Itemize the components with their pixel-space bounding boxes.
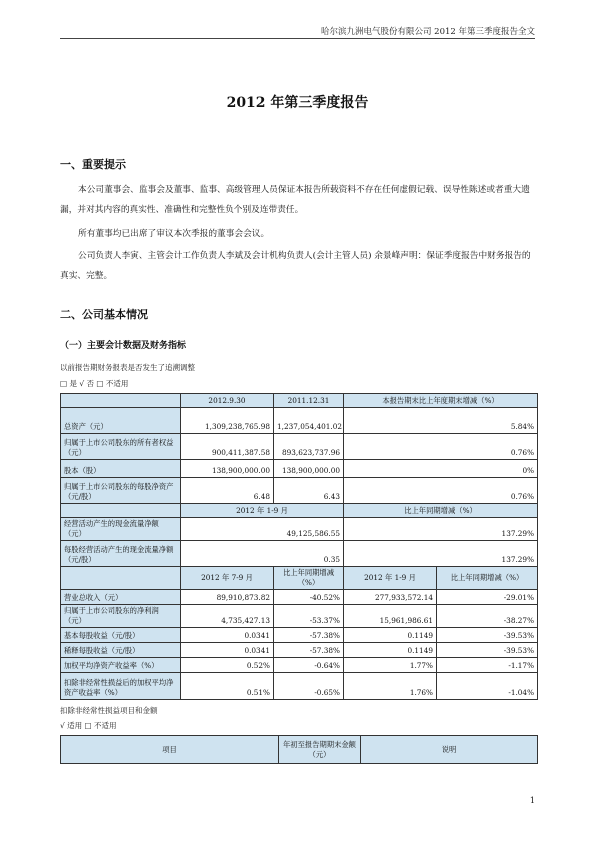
table-cell: 0% bbox=[344, 460, 538, 478]
table-header-row bbox=[61, 736, 538, 764]
table-cell: 0.35 bbox=[181, 541, 344, 567]
table-row bbox=[61, 628, 538, 643]
table-header-row bbox=[61, 567, 538, 590]
table-cell: 0.76% bbox=[344, 478, 538, 504]
table-cell: 0.0341 bbox=[181, 628, 274, 643]
notice-paragraph: 本公司董事会、监事会及董事、监事、高级管理人员保证本报告所载资料不存在任何虚假记载、误导性陈述或者重大遗漏，并对其内容的真实性、准确性和完整性负个别及连带责任。 bbox=[60, 185, 530, 215]
table-cell: 6.43 bbox=[274, 478, 344, 504]
header-divider bbox=[60, 38, 535, 39]
row-label: 每股经营活动产生的现金流量净额（元/股） bbox=[61, 541, 181, 567]
key-financial-table bbox=[60, 393, 538, 700]
table-row bbox=[61, 460, 538, 478]
table-cell: 138,900,000.00 bbox=[181, 460, 274, 478]
table-header-cell: 本报告期末比上年度期末增减（%） bbox=[344, 394, 538, 408]
table-cell: 137.29% bbox=[344, 518, 538, 541]
table-cell: 900,411,387.58 bbox=[181, 434, 274, 460]
table-row bbox=[61, 408, 538, 434]
row-label: 扣除非经常性损益后的加权平均净资产收益率（%） bbox=[61, 673, 181, 700]
table-header-cell: 2012 年 7-9 月 bbox=[181, 567, 274, 590]
table-header-cell bbox=[61, 567, 181, 590]
table-cell: 1.76% bbox=[344, 673, 437, 700]
table-cell: -40.52% bbox=[274, 590, 344, 605]
notice-paragraph: 公司负责人李寅、主管会计工作负责人李斌及会计机构负责人(会计主管人员) 余景峰声明：保证季度报告中财务报告的真实、完整。 bbox=[60, 251, 531, 281]
table-cell: 0.1149 bbox=[344, 628, 437, 643]
table-row bbox=[61, 643, 538, 658]
row-label: 基本每股收益（元/股） bbox=[61, 628, 181, 643]
table-header-cell: 2012.9.30 bbox=[181, 394, 274, 408]
section-heading-important-notes: 一、重要提示 bbox=[60, 158, 126, 171]
row-label: 经营活动产生的现金流量净额（元） bbox=[61, 518, 181, 541]
table-cell: 4,735,427.13 bbox=[181, 605, 274, 628]
page-number: 1 bbox=[529, 796, 535, 805]
row-label: 归属于上市公司股东的每股净资产（元/股） bbox=[61, 478, 181, 504]
table-cell: -57.38% bbox=[274, 628, 344, 643]
table-cell: 1,237,054,401.02 bbox=[274, 408, 344, 434]
table-cell: -57.38% bbox=[274, 643, 344, 658]
table-cell: -29.01% bbox=[437, 590, 538, 605]
table-header-cell: 比上年同期增减（%） bbox=[437, 567, 538, 590]
table-cell: 49,125,586.55 bbox=[181, 518, 344, 541]
table-cell: -1.04% bbox=[437, 673, 538, 700]
non-recurring-table bbox=[60, 735, 538, 764]
restatement-options: □ 是 √ 否 □ 不适用 bbox=[60, 379, 129, 388]
table-cell: 1.77% bbox=[344, 658, 437, 673]
subsection-heading: （一）主要会计数据及财务指标 bbox=[60, 341, 187, 351]
table-cell: 0.0341 bbox=[181, 643, 274, 658]
table-cell: 0.51% bbox=[181, 673, 274, 700]
table-header-cell bbox=[61, 504, 181, 518]
table-cell: -39.53% bbox=[437, 628, 538, 643]
table-row bbox=[61, 590, 538, 605]
section-heading-company-info: 二、公司基本情况 bbox=[60, 308, 148, 321]
notice-paragraph: 所有董事均已出席了审议本次季报的董事会会议。 bbox=[78, 229, 270, 239]
table-row bbox=[61, 658, 538, 673]
restatement-note: 以前报告期财务报表是否发生了追溯调整 bbox=[60, 363, 195, 372]
table-header-cell: 比上年同期增减（%） bbox=[274, 567, 344, 590]
table-cell: -0.64% bbox=[274, 658, 344, 673]
table-header-cell: 2012 年 1-9 月 bbox=[344, 567, 437, 590]
row-label: 总资产（元） bbox=[61, 408, 181, 434]
table-cell: 138,900,000.00 bbox=[274, 460, 344, 478]
table-cell: -53.37% bbox=[274, 605, 344, 628]
table-header-cell: 2011.12.31 bbox=[274, 394, 344, 408]
row-label: 归属于上市公司股东的净利润（元） bbox=[61, 605, 181, 628]
table-cell: 6.48 bbox=[181, 478, 274, 504]
table-cell: -38.27% bbox=[437, 605, 538, 628]
table-cell: 277,933,572.14 bbox=[344, 590, 437, 605]
table-cell: -0.65% bbox=[274, 673, 344, 700]
table-row bbox=[61, 605, 538, 628]
row-label: 加权平均净资产收益率（%） bbox=[61, 658, 181, 673]
table-header-cell: 项目 bbox=[61, 736, 279, 764]
table-header-cell: 说明 bbox=[361, 736, 538, 764]
table-header-cell bbox=[61, 394, 181, 408]
table-header-cell: 2012 年 1-9 月 bbox=[181, 504, 344, 518]
table-header-row bbox=[61, 394, 538, 408]
non-recurring-note: 扣除非经常性损益项目和金额 bbox=[60, 706, 158, 715]
table-cell: 1,309,238,765.98 bbox=[181, 408, 274, 434]
table-cell: 137.29% bbox=[344, 541, 538, 567]
table-cell: 5.84% bbox=[344, 408, 538, 434]
row-label: 稀释每股收益（元/股） bbox=[61, 643, 181, 658]
table-row bbox=[61, 518, 538, 541]
table-cell: 0.76% bbox=[344, 434, 538, 460]
table-header-row bbox=[61, 504, 538, 518]
table-cell: -39.53% bbox=[437, 643, 538, 658]
table-row bbox=[61, 478, 538, 504]
table-cell: -1.17% bbox=[437, 658, 538, 673]
row-label: 营业总收入（元） bbox=[61, 590, 181, 605]
table-header-cell: 比上年同期增减（%） bbox=[344, 504, 538, 518]
table-cell: 0.1149 bbox=[344, 643, 437, 658]
table-row bbox=[61, 541, 538, 567]
non-recurring-options: √ 适用 □ 不适用 bbox=[60, 721, 117, 730]
row-label: 股本（股） bbox=[61, 460, 181, 478]
row-label: 归属于上市公司股东的所有者权益（元） bbox=[61, 434, 181, 460]
page-title: 2012 年第三季度报告 bbox=[226, 95, 369, 111]
table-header-cell: 年初至报告期期末金额（元） bbox=[279, 736, 361, 764]
table-cell: 893,623,737.96 bbox=[274, 434, 344, 460]
table-cell: 0.52% bbox=[181, 658, 274, 673]
running-header: 哈尔滨九洲电气股份有限公司 2012 年第三季度报告全文 bbox=[320, 27, 535, 37]
table-cell: 15,961,986.61 bbox=[344, 605, 437, 628]
table-cell: 89,910,873.82 bbox=[181, 590, 274, 605]
table-row bbox=[61, 673, 538, 700]
table-row bbox=[61, 434, 538, 460]
